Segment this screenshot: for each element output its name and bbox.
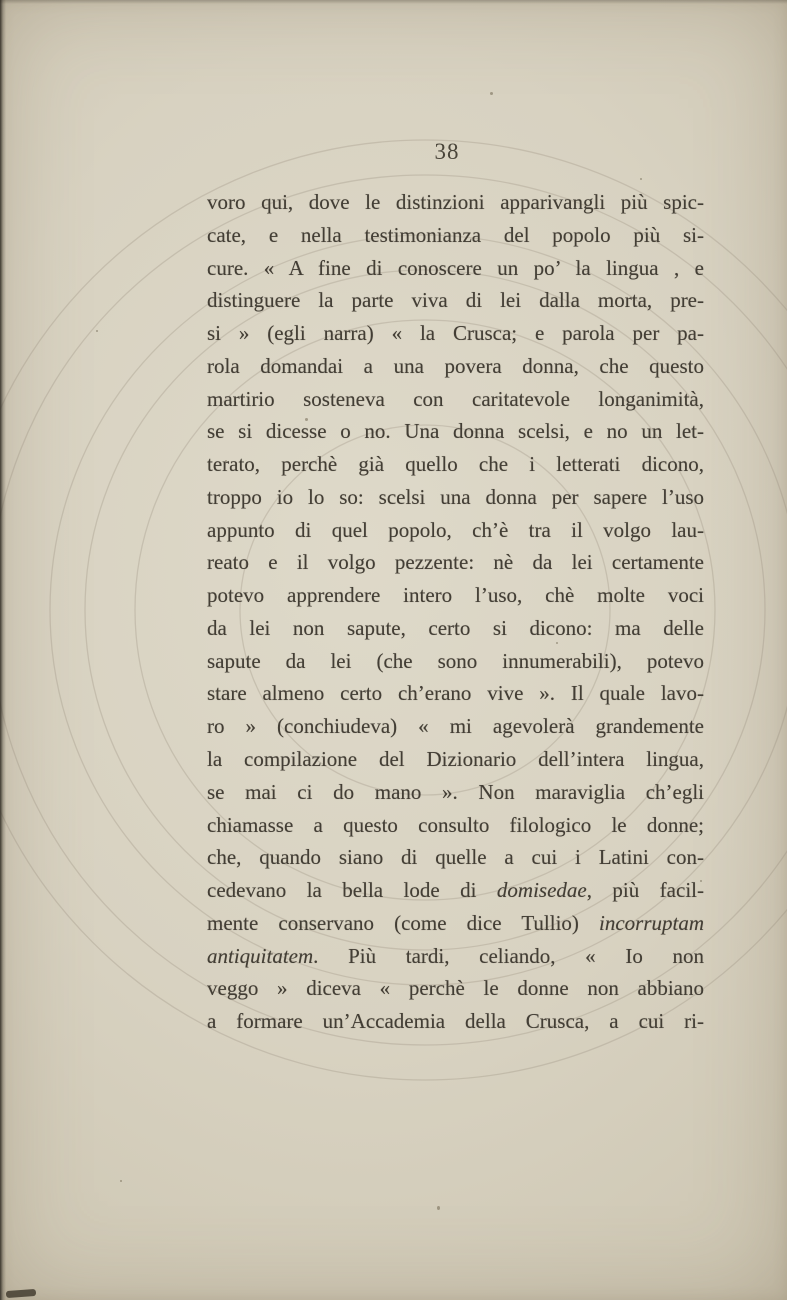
text-line [207, 874, 704, 907]
text-line [207, 219, 704, 252]
text-segment: se mai ci do mano ». Non maraviglia ch’egli [207, 779, 704, 804]
paper-speck [640, 178, 642, 180]
italic-text-segment: incorruptam [599, 910, 704, 935]
text-line [207, 284, 704, 317]
text-segment: , più facil- [586, 878, 704, 903]
text-line [207, 546, 704, 579]
paper-speck [490, 92, 493, 95]
text-line [207, 481, 704, 514]
text-segment: stare almeno certo ch’erano vive ». Il quale lavo- [207, 681, 704, 706]
italic-text-segment: domisedae [496, 878, 587, 903]
text-segment: appunto di quel popolo, ch’è tra il volgo lau- [207, 517, 704, 542]
text-line [207, 940, 704, 973]
text-segment: distinguere la parte viva di lei dalla morta, pre- [207, 288, 704, 313]
page-number: 38 [434, 139, 460, 164]
text-line [207, 612, 704, 645]
text-segment: potevo apprendere intero l’uso, chè molte voci [207, 583, 704, 608]
text-segment: mente conservano (come dice Tullio) [207, 910, 599, 935]
page-text [207, 186, 704, 1038]
text-segment: la compilazione del Dizionario dell’intera lingua, [207, 747, 704, 772]
text-line [207, 972, 704, 1005]
text-line [207, 350, 704, 383]
text-line [207, 841, 704, 874]
text-line [207, 677, 704, 710]
paper-speck [437, 1206, 440, 1210]
text-line [207, 448, 704, 481]
text-segment: cure. « A fine di conoscere un po’ la lingua , e [207, 255, 704, 280]
text-segment: a formare un’Accademia della Crusca, a cui ri- [207, 1009, 704, 1034]
text-line [207, 579, 704, 612]
text-line [207, 710, 704, 743]
italic-text-segment: antiquitatem [207, 943, 314, 968]
text-segment: cate, e nella testimonianza del popolo più si- [207, 222, 704, 247]
scan-corner-mark [6, 1289, 36, 1298]
text-line [207, 186, 704, 219]
text-segment: rola domandai a una povera donna, che questo [207, 353, 704, 378]
text-segment: martirio sosteneva con caritatevole longanimità, [207, 386, 704, 411]
text-segment: troppo io lo so: scelsi una donna per sapere l’uso [207, 484, 704, 509]
text-segment: reato e il volgo pezzente: nè da lei certamente [207, 550, 704, 575]
text-line [207, 645, 704, 678]
text-line [207, 317, 704, 350]
scan-edge-top [0, 0, 787, 4]
text-line [207, 1005, 704, 1038]
text-line [207, 415, 704, 448]
text-segment: ro » (conchiudeva) « mi agevolerà grandemente [207, 714, 704, 739]
paper-speck [96, 330, 98, 332]
text-line [207, 776, 704, 809]
text-segment: se si dicesse o no. Una donna scelsi, e no un let- [207, 419, 704, 444]
text-segment: cedevano la bella lode di [207, 878, 497, 903]
text-line [207, 383, 704, 416]
scan-edge-left [0, 0, 6, 1300]
text-line [207, 252, 704, 285]
text-line [207, 809, 704, 842]
text-segment: . Più tardi, celiando, « Io non [313, 943, 704, 968]
text-segment: che, quando siano di quelle a cui i Latini con- [207, 845, 704, 870]
text-segment: da lei non sapute, certo si dicono: ma delle [207, 615, 704, 640]
text-segment: si » (egli narra) « la Crusca; e parola per pa- [207, 321, 704, 346]
text-line [207, 514, 704, 547]
text-segment: sapute da lei (che sono innumerabili), potevo [207, 648, 704, 673]
text-segment: voro qui, dove le distinzioni apparivangli più spic- [207, 190, 704, 214]
text-segment: chiamasse a questo consulto filologico le donne; [207, 812, 704, 837]
paper-speck [120, 1180, 122, 1182]
text-line [207, 743, 704, 776]
text-segment: terato, perchè già quello che i letterati dicono, [207, 452, 704, 477]
text-segment: veggo » diceva « perchè le donne non abbiano [207, 976, 704, 1001]
text-line [207, 907, 704, 940]
